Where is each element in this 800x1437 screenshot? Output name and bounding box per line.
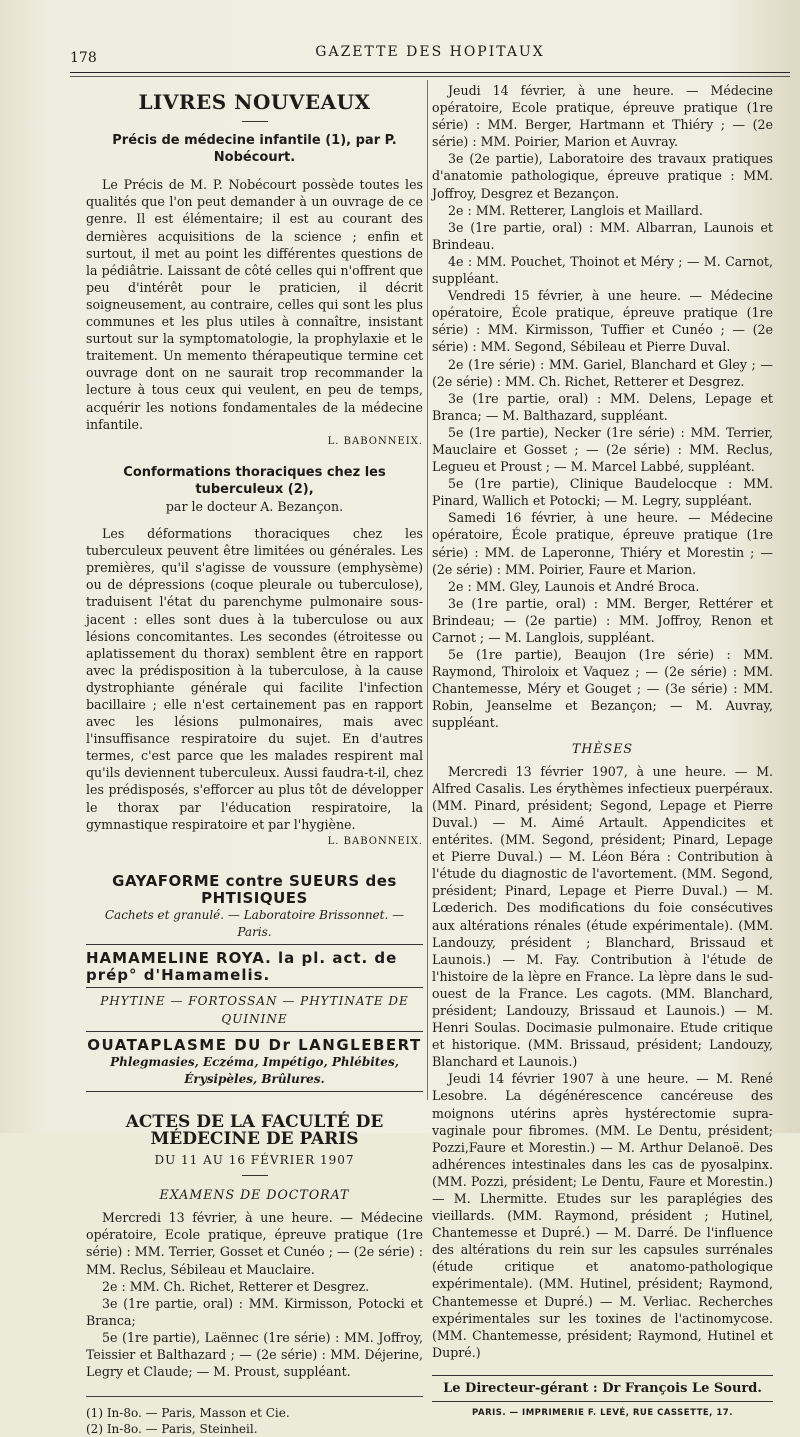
ad-headline: GAYAFORME contre SUEURS des PHTISIQUES <box>112 871 397 907</box>
exam-entry: 2e : MM. Gley, Launois et André Broca. <box>448 578 700 594</box>
review-signature: L. BABONNEIX. <box>327 435 423 447</box>
header-rule-thin <box>70 76 790 77</box>
column-divider <box>427 80 428 1100</box>
right-column <box>432 82 773 1422</box>
review-title: Conformations thoraciques chez les tuberculeux (2), <box>123 464 386 497</box>
editor-line: Le Directeur-gérant : Dr François Le Sourd. <box>432 1375 773 1402</box>
left-column <box>86 82 423 1437</box>
running-title: GAZETTE DES HOPITAUX <box>315 44 545 60</box>
exam-entry: 2e : MM. Retterer, Langlois et Maillard. <box>448 202 703 218</box>
footnotes <box>86 1396 423 1437</box>
exam-entry: 3e (1re partie, oral) : MM. Albarran, Launois et Brindeau. <box>432 219 773 252</box>
page-number: 178 <box>70 50 97 66</box>
ad-headline: HAMAMELINE ROYA. la pl. act. de prép° d'Hamamelis. <box>86 949 398 985</box>
section-title: LIVRES NOUVEAUX <box>138 90 371 114</box>
review-title: Précis de médecine infantile (1), par P. Nobécourt. <box>112 133 397 166</box>
exam-entry: 3e (1re partie, oral) : MM. Delens, Lepage et Branca; — M. Balthazard, suppléant. <box>432 390 773 423</box>
exam-entry: 5e (1re partie), Necker (1re série) : MM. Terrier, Mauclaire et Gosset ; — (2e série) : MM. Reclus, Legueu et Proust ; — M. Marcel Labbé, suppléant. <box>432 424 773 475</box>
exam-entry: 5e (1re partie), Beaujon (1re série) : MM. Raymond, Thiroloix et Vaquez ; — (2e série) : MM. Chantemesse, Méry et Gouget ; — (3e série) : MM. Robin, Jeanselme et Bezançon; — M. Auvray, suppléant. <box>432 647 773 731</box>
exam-entry: Mercredi 13 février, à une heure. — Médecine opératoire, Ecole pratique, épreuve pratique (1re série) : MM. Terrier, Gosset et Cunéo ; — (2e série) : MM. Reclus, Sébileau et Mauclaire. <box>86 1210 423 1277</box>
exam-entry: 5e (1re partie), Laënnec (1re série) : MM. Joffroy, Teissier et Balthazard ; — (2e série) : MM. Déjerine, Legry et Claude; — M. Proust, suppléant. <box>86 1329 423 1380</box>
review-signature: L. BABONNEIX. <box>327 835 423 847</box>
exam-entry: 2e (1re série) : MM. Gariel, Blanchard et Gley ; — (2e série) : MM. Ch. Richet, Retterer et Desgrez. <box>432 356 773 389</box>
exam-entry: 3e (1re partie, oral) : MM. Berger, Rettérer et Brindeau; — (2e partie) : MM. Joffroy, Renon et Carnot ; — M. Langlois, suppléant. <box>432 595 773 645</box>
exams-title: EXAMENS DE DOCTORAT <box>159 1187 350 1203</box>
ad-subline: Phlegmasies, Eczéma, Impétigo, Phlébites, Érysipèles, Brûlures. <box>110 1054 399 1086</box>
review-text: Le Précis de M. P. Nobécourt possède toutes les qualités que l'on peut demander à un ouvrage de ce genre. Il est élémentaire; il est au courant des dernières acquisitions de la science ; enfin et surtout, il met au point les différentes questions de la pédiâtrie. Laissant de côté celles qui n'offrent que peu d'intérêt pour le praticien, il décrit soigneusement, au contraire, celles qui sont les plus communes et les plus utiles à connaître, insistant surtout sur la symptomatologie, la prophylaxie et le traitement. Un memento thérapeutique termine cet ouvrage dont on ne saurait trop recommander la lecture à tous ceux qui veulent, en peu de temps, acquérir les notions fondamentales de la médecine infantile. <box>86 177 423 432</box>
advertisement <box>86 988 423 1031</box>
exam-entry: 5e (1re partie), Clinique Baudelocque : MM. Pinard, Wallich et Potocki; — M. Legry, suppléant. <box>432 476 773 509</box>
exam-entry: 4e : MM. Pouchet, Thoinot et Méry ; — M. Carnot, suppléant. <box>432 253 773 287</box>
footnote: (1) In-8o. — Paris, Masson et Cie. <box>86 1406 290 1421</box>
exam-entry: Vendredi 15 février, à une heure. — Médecine opératoire, École pratique, épreuve pratique (1re série) : MM. Kirmisson, Tuffier et Cunéo ; — (2e série) : MM. Segond, Sébileau et Pierre Duval. <box>432 288 773 355</box>
theses-title: THÈSES <box>571 740 634 756</box>
page-header <box>70 44 790 74</box>
exam-entry: Samedi 16 février, à une heure. — Médecine opératoire, École pratique, épreuve pratique (1re série) : MM. de Laperonne, Thiéry et Morestin ; — (2e série) : MM. Poirier, Faure et Marion. <box>432 510 773 577</box>
ad-headline: OUATAPLASME DU Dr LANGLEBERT <box>87 1035 422 1054</box>
faculty-title: ACTES DE LA FACULTÉ DE MÉDECINE DE PARIS <box>125 1111 384 1149</box>
review-author: par le docteur A. Bezançon. <box>165 498 344 514</box>
advertisement <box>86 1032 423 1092</box>
review-text: Les déformations thoraciques chez les tuberculeux peuvent être limitées ou générales. Les premières, qu'il s'agisse de voussure (emphysème) ou de dépressions (coque pleurale ou tuberculose), traduisent l'état du parenchyme pulmonaire sous-jacent : elles sont dues à la tuberculose ou aux lésions concomitantes. Les secondes (étroitesse ou aplatissement du thorax) semblent être en rapport avec la prédisposition à la tuberculose, à la cause dystrophiante générale qui facilite l'infection bacillaire ; elle n'est certainement pas en rapport avec les lésions pulmonaires, mais avec l'insuffisance respiratoire du sujet. En d'autres termes, c'est parce que les malades respirent mal qu'ils deviennent tuberculeux. Aussi faudra-t-il, chez les prédisposés, s'efforcer au plus tôt de développer le thorax par l'éducation respiratoire, la gymnastique respiratoire et par l'hygiène. <box>86 526 423 832</box>
divider <box>242 121 268 122</box>
ad-subline: Cachets et granulé. — Laboratoire Brissonnet. — Paris. <box>104 908 405 940</box>
divider <box>242 1175 268 1176</box>
ad-headline: PHYTINE — FORTOSSAN — PHYTINATE DE QUININE <box>100 994 409 1026</box>
theses-entry: Mercredi 13 février 1907, à une heure. — M. Alfred Casalis. Les érythèmes infectieux puerpéraux. (MM. Pinard, président; Segond, Lepage et Pierre Duval.) — M. Aimé Artault. Appendicites et entérites. (MM. Segond, président; Pinard, Lepage et Pierre Duval.) — M. Léon Béra : Contribution à l'étude du diagnostic de l'avortement. (MM. Segond, président; Pinard, Lepage et Pierre Duval.) — M. Lœderich. Des modifications du foie consécutives aux altérations rénales (étude expérimentale). (MM. Landouzy, président ; Blanchard, Brissaud et Launois.) — M. Fay. Contribution à l'étude de l'histoire de la lèpre en France. La lèpre dans le sud-ouest de la France. Les cagots. (MM. Blanchard, président; Landouzy, Brissaud et Launois.) — M. Henri Soulas. Docimasie pulmonaire. Etude critique et historique. (MM. Brissaud, président; Landouzy, Blanchard et Launois.) <box>432 763 773 1070</box>
printer-line: PARIS. — IMPRIMERIE F. LEVÉ, RUE CASSETTE, 17. <box>472 1408 733 1419</box>
exam-entry: 3e (1re partie, oral) : MM. Kirmisson, Potocki et Branca; <box>86 1295 423 1328</box>
header-rule <box>70 72 790 73</box>
exam-entry: 2e : MM. Ch. Richet, Retterer et Desgrez. <box>102 1278 370 1294</box>
exam-entry: Jeudi 14 février, à une heure. — Médecine opératoire, Ecole pratique, épreuve pratique (1re série) : MM. Berger, Hartmann et Thiéry ; — (2e série) : MM. Poirier, Marion et Auvray. <box>432 83 773 150</box>
exam-entry: 3e (2e partie), Laboratoire des travaux pratiques d'anatomie pathologique, épreuve pratique : MM. Joffroy, Desgrez et Bezançon. <box>432 151 773 201</box>
faculty-dates: DU 11 AU 16 FÉVRIER 1907 <box>154 1153 355 1168</box>
advertisement <box>86 868 423 945</box>
theses-entry: Jeudi 14 février 1907 à une heure. — M. René Lesobre. La dégénérescence cancéreuse des moignons utérins après hystérectomie supra-vaginale pour fibromes. (MM. Le Dentu, président; Pozzi,Faure et Morestin.) — M. Arthur Delanoë. Des adhérences intestinales dans les cas de pyosalpinx. (MM. Pozzi, président; Le Dentu, Faure et Morestin.) — M. Lhermitte. Etudes sur les paraplégies des vieillards. (MM. Raymond, président ; Hutinel, Chantemesse et Dupré.) — M. Darré. De l'influence des altérations du rein sur les capsules surrénales (étude critique et anatomo-pathologique expérimentale). (MM. Hutinel, président; Raymond, Chantemesse et Dupré.) — M. Verliac. Recherches expérimentales sur les toxines de l'actinomycose. (MM. Chantemesse, président; Raymond, Hutinel et Dupré.) <box>432 1071 773 1360</box>
advertisement <box>86 945 423 988</box>
footnote: (2) In-8o. — Paris, Steinheil. <box>86 1422 258 1437</box>
